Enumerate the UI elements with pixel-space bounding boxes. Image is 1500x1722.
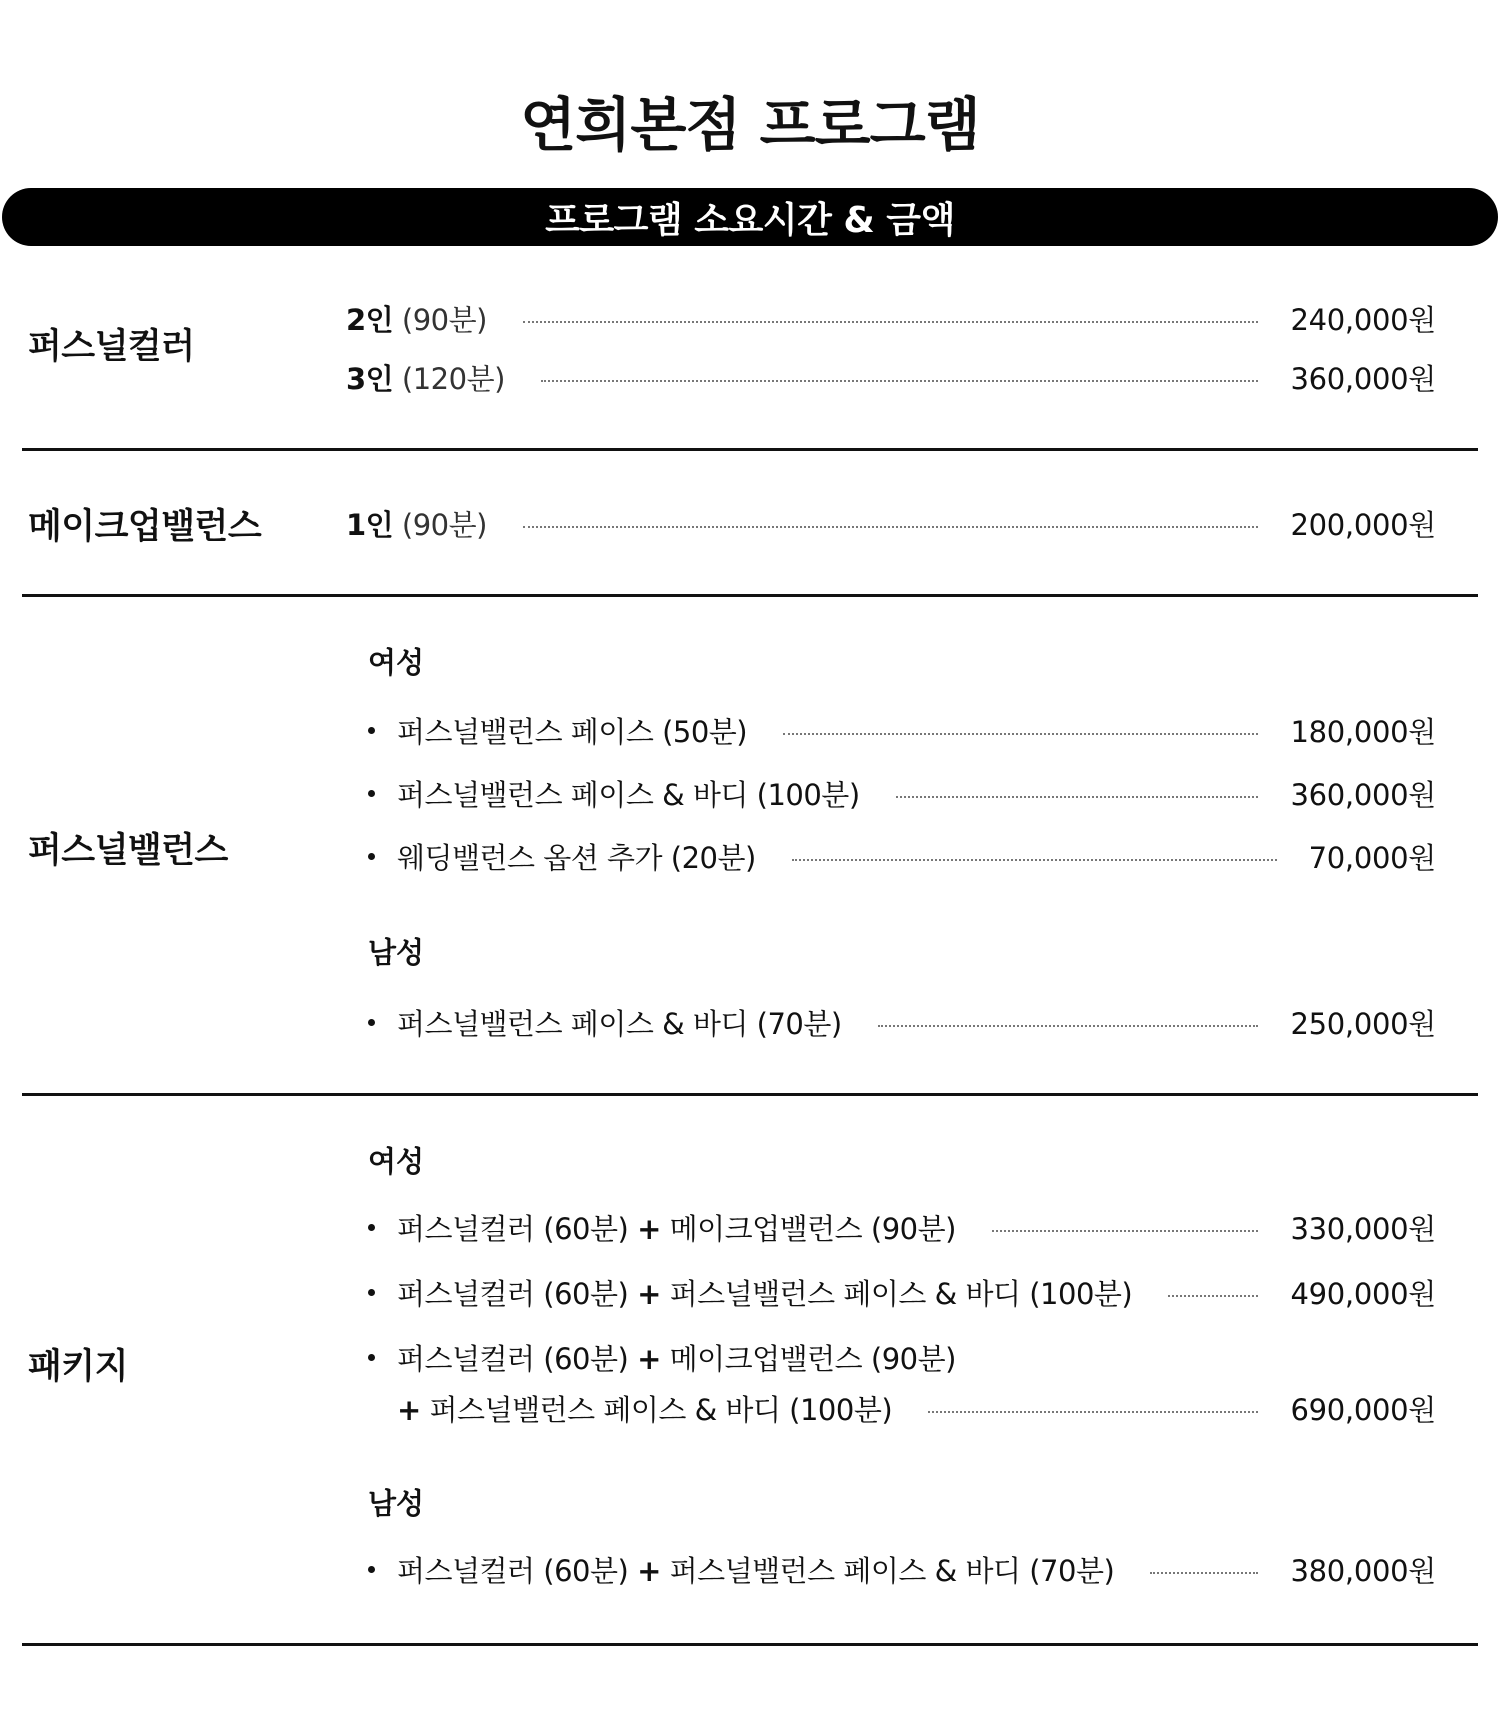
row-price: 380,000원: [1290, 1553, 1436, 1588]
row-price: 200,000원: [1290, 507, 1436, 542]
bullet: [368, 1289, 375, 1296]
list-item: [368, 1544, 1436, 1594]
row-label: 퍼스널컬러 (60분) + 메이크업밸런스 (90분): [397, 1211, 956, 1246]
dotted-leader: [783, 733, 1258, 735]
list-item: [368, 1202, 1436, 1252]
dotted-leader: [896, 796, 1259, 798]
dotted-leader: [992, 1230, 1258, 1232]
row-label: 퍼스널컬러 (60분) + 퍼스널밸런스 페이스 & 바디 (100분): [397, 1276, 1133, 1311]
dotted-leader: [1150, 1572, 1258, 1574]
row-price: 70,000원: [1308, 840, 1436, 875]
row-price: 240,000원: [1290, 302, 1436, 337]
list-item: [368, 1332, 1436, 1382]
dotted-leader: [523, 526, 1258, 528]
row-label: 퍼스널컬러 (60분) + 퍼스널밸런스 페이스 & 바디 (70분): [397, 1553, 1115, 1588]
section-divider: [22, 594, 1478, 597]
gender-label-female: 여성: [368, 645, 425, 680]
dotted-leader: [792, 859, 1277, 861]
row-price: 180,000원: [1290, 714, 1436, 749]
row-label: + 퍼스널밸런스 페이스 & 바디 (100분): [397, 1392, 893, 1427]
dotted-leader: [1168, 1295, 1258, 1297]
section-divider: [22, 448, 1478, 451]
list-item: [368, 1267, 1436, 1317]
category-makeup-balance: 메이크업밸런스: [28, 507, 262, 547]
category-personal-balance: 퍼스널밸런스: [28, 831, 228, 871]
list-item: [368, 768, 1436, 818]
row-label: 1인 (90분): [346, 507, 487, 542]
row-label: 3인 (120분): [346, 361, 505, 396]
category-package: 패키지: [28, 1347, 128, 1387]
row-label: 2인 (90분): [346, 302, 487, 337]
list-item: [368, 997, 1436, 1047]
bullet: [368, 1019, 375, 1026]
list-item: [368, 705, 1436, 755]
row-price: 360,000원: [1290, 361, 1436, 396]
row-price: 360,000원: [1290, 777, 1436, 812]
row-label: 퍼스널밸런스 페이스 (50분): [397, 714, 748, 749]
bullet: [368, 1354, 375, 1361]
bullet: [368, 853, 375, 860]
section-banner: [2, 188, 1498, 246]
gender-label-male: 남성: [368, 1486, 425, 1521]
price-row: [346, 293, 1436, 343]
category-personal-color: 퍼스널컬러: [28, 327, 195, 367]
section-divider: [22, 1643, 1478, 1646]
bullet: [368, 727, 375, 734]
row-price: 250,000원: [1290, 1006, 1436, 1041]
gender-label-female: 여성: [368, 1144, 425, 1179]
gender-label-male: 남성: [368, 935, 425, 970]
dotted-leader: [878, 1025, 1259, 1027]
bullet: [368, 790, 375, 797]
row-label: 퍼스널밸런스 페이스 & 바디 (100분): [397, 777, 860, 812]
row-price: 690,000원: [1290, 1392, 1436, 1427]
bullet: [368, 1224, 375, 1231]
row-label: 웨딩밸런스 옵션 추가 (20분): [397, 840, 756, 875]
row-label: 퍼스널컬러 (60분) + 메이크업밸런스 (90분): [397, 1341, 956, 1376]
dotted-leader: [523, 321, 1258, 323]
row-price: 490,000원: [1290, 1276, 1436, 1311]
row-label: 퍼스널밸런스 페이스 & 바디 (70분): [397, 1006, 842, 1041]
list-item: [368, 831, 1436, 881]
price-row: [346, 498, 1436, 548]
dotted-leader: [541, 380, 1259, 382]
row-price: 330,000원: [1290, 1211, 1436, 1246]
banner-text: 프로그램 소요시간 & 금액: [545, 199, 955, 241]
dotted-leader: [928, 1411, 1258, 1413]
price-row: [346, 352, 1436, 402]
list-item-continuation: [368, 1383, 1436, 1433]
page-title: 연희본점 프로그램: [520, 91, 980, 159]
bullet: [368, 1566, 375, 1573]
section-divider: [22, 1093, 1478, 1096]
